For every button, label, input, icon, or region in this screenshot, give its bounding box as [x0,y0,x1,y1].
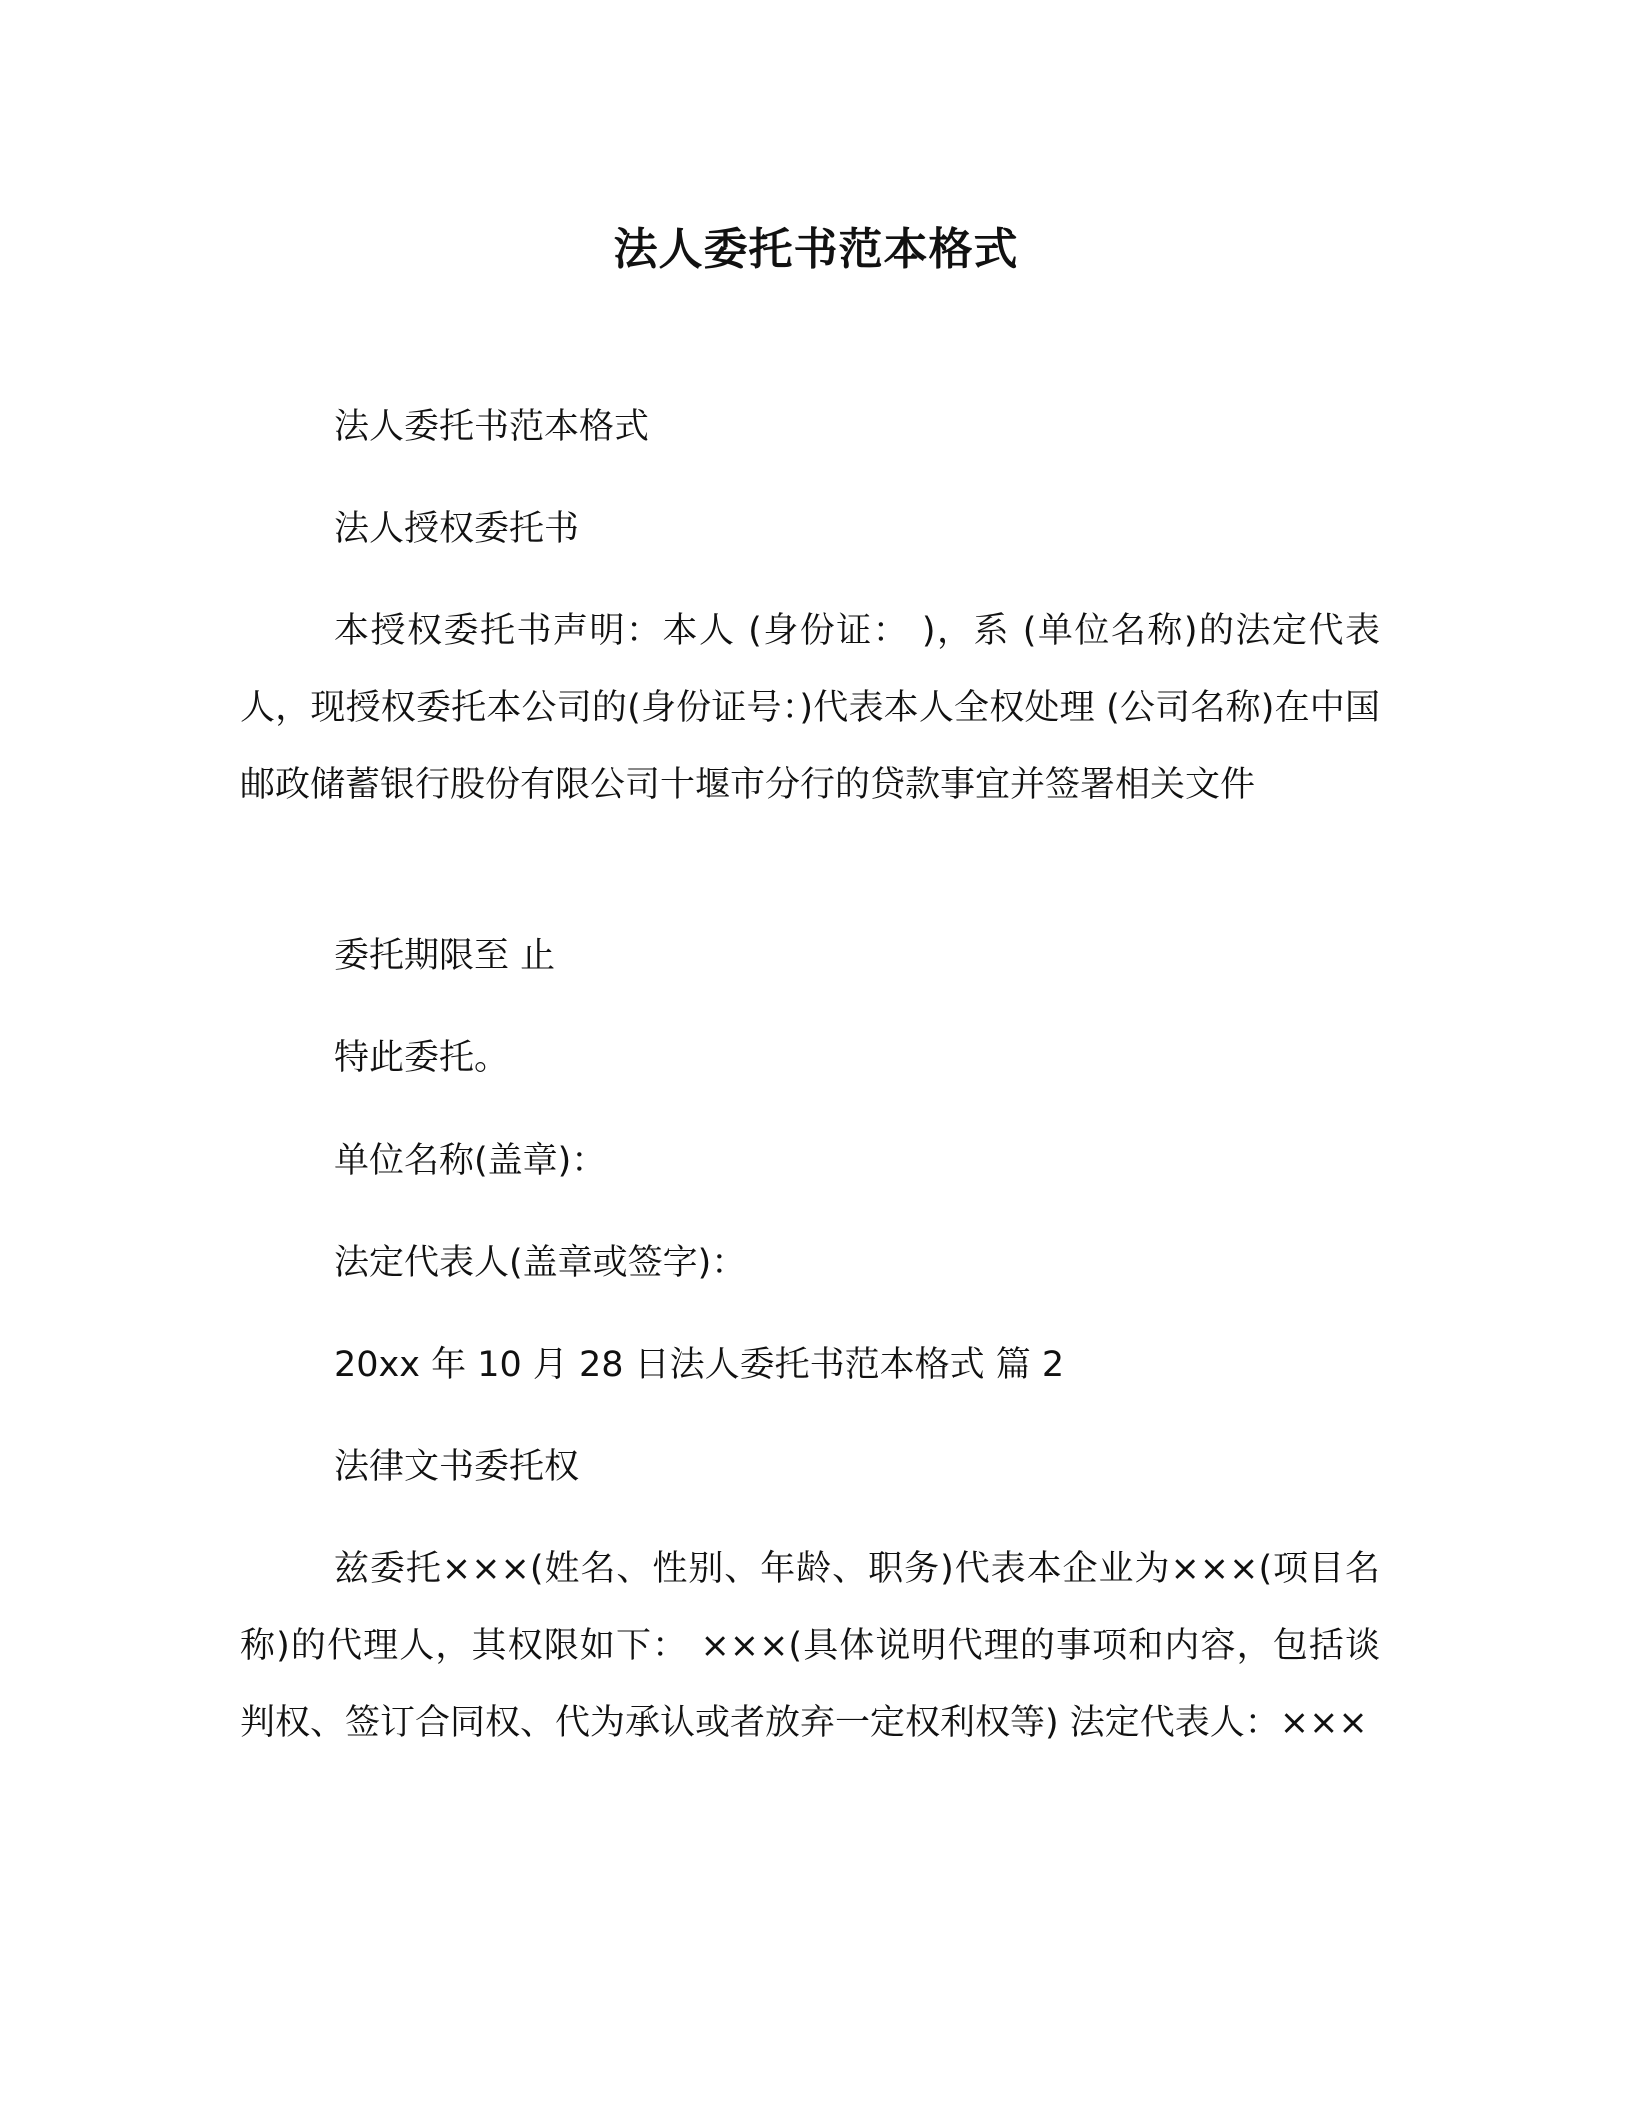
paragraph-heading: 法人授权委托书 [334,509,580,549]
paragraph-date: 20xx 年 10 月 28 日法人委托书范本格式 篇 2 [334,1345,1065,1385]
paragraph-section-heading: 法律文书委托权 [334,1447,580,1487]
paragraph-subtitle: 法人委托书范本格式 [334,407,650,447]
paragraph-company-seal: 单位名称(盖章)： [334,1141,607,1181]
paragraph-declaration: 本授权委托书声明：本人 (身份证： )，系 (单位名称)的法定代表人，现授权委托本公司的(身份证号：)代表本人全权处理 (公司名称)在中国邮政储蓄银行股份有限公司十堰市分行的贷款事宜并签署相关文件 [240,611,1380,805]
paragraph-closing: 特此委托。 [334,1038,510,1078]
paragraph-legal-rep-signature: 法定代表人(盖章或签字)： [334,1243,747,1283]
document-title: 法人委托书范本格式 [613,224,1019,275]
paragraph-authorization: 兹委托×××(姓名、性别、年龄、职务)代表本企业为×××(项目名称)的代理人，其权限如下： ×××(具体说明代理的事项和内容，包括谈判权、签订合同权、代为承认或者放弃一定权利权等) 法定代表人：××× [240,1549,1380,1743]
paragraph-term: 委托期限至 止 [334,936,556,976]
